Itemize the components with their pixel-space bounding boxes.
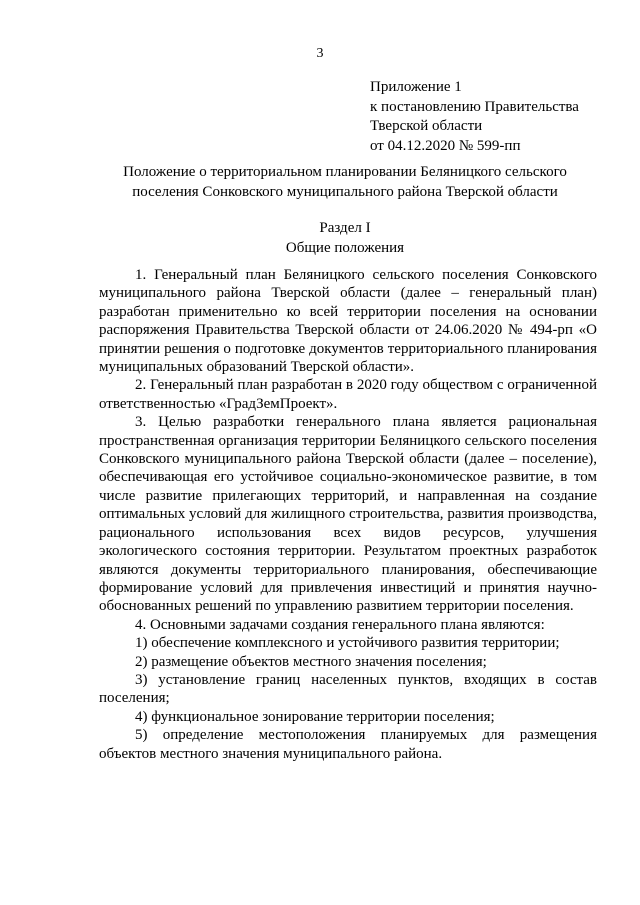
section-number: Раздел I [319,220,371,236]
document-title-line: поселения Сонковского муниципального района Тверской области [132,184,558,200]
document-title [100,162,590,202]
section-heading [100,218,590,258]
appendix-line: Тверской области [370,118,483,134]
appendix-block [370,78,579,156]
list-item: 2) размещение объектов местного значения поселения; [135,653,487,670]
appendix-line: Приложение 1 [370,79,462,95]
body-text [99,266,597,763]
list-item: 5) определение местоположения планируемых для размещения объектов местного значения муниципального района. [99,727,597,762]
section-name: Общие положения [285,240,405,256]
appendix-line: от 04.12.2020 № 599-пп [370,137,521,154]
document-title-line: Положение о территориальном планировании Беляницкого сельского [123,164,567,180]
paragraph: 3. Целью разработки генерального плана является рациональная пространственная организация территории Беляницкого сельского поселения Сонковского муниципального района Тверской области (далее – поселение), обеспечивающая его устойчивое социально-экономическое развитие, в том числе развитие прилегающих территорий, и направленная на создание оптимальных условий для жилищного строительства, развития производства, рационального использования всех видов ресурсов, улучшения экологического состояния территории. Результатом проектных разработок являются документы территориального планирования, обеспечивающие формирование условий для привлечения инвестиций и принятия научно-обоснованных решений по управлению развитием территории поселения. [99,414,597,615]
list-item: 1) обеспечение комплексного и устойчивого развития территории; [135,635,560,652]
paragraph: 2. Генеральный план разработан в 2020 году обществом с ограниченной ответственностью «ГрадЗемПроект». [99,377,597,412]
appendix-line: к постановлению Правительства [370,98,579,115]
paragraph: 1. Генеральный план Беляницкого сельского поселения Сонковского муниципального района Тверской области (далее – генеральный план) разработан применительно ко всей территории поселения на основании распоряжения Правительства Тверской области от 24.06.2020 № 494-рп «О принятии решения о подготовке документов территориального планирования муниципальных образований Тверской области». [99,267,597,376]
page-number: 3 [316,46,324,61]
list-item: 4) функциональное зонирование территории поселения; [135,708,495,725]
list-item: 3) установление границ населенных пунктов, входящих в состав поселения; [99,671,597,707]
paragraph: 4. Основными задачами создания генерального плана являются: [135,616,545,633]
